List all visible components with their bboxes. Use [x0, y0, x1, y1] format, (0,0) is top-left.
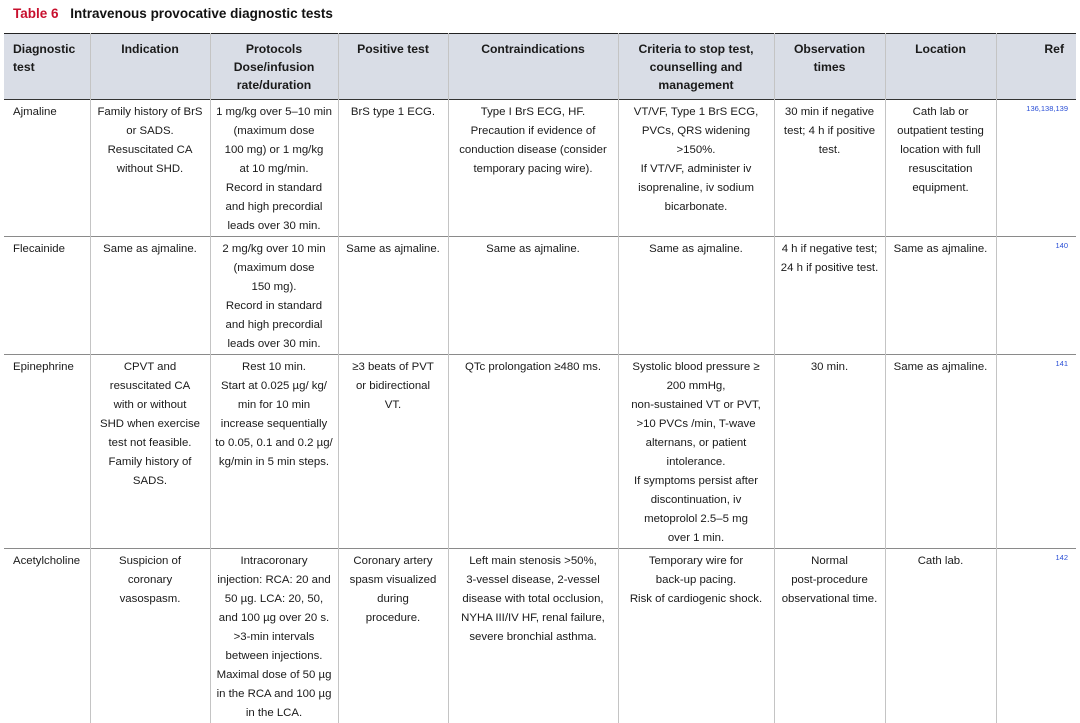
cell-indication: [90, 549, 210, 723]
cell-observation-times: [774, 355, 885, 549]
cell-line: rate/duration: [237, 78, 312, 92]
cell-diagnostic-test: [4, 549, 90, 723]
cell-protocols: [210, 355, 338, 549]
cell-line: Dose/infusion: [234, 60, 315, 74]
cell-line: If VT/VF, administer iv: [641, 163, 752, 175]
cell-ref-link[interactable]: [996, 237, 1076, 355]
cell-line: 2 mg/kg over 10 min: [222, 243, 325, 255]
cell-line: intolerance.: [667, 456, 726, 468]
table-row: [4, 549, 1076, 723]
cell-line: Suspicion of: [119, 555, 181, 567]
cell-line: increase sequentially: [221, 418, 327, 430]
cell-line: Family history of BrS: [97, 106, 202, 118]
cell-line: spasm visualized: [350, 574, 437, 586]
cell-line: QTc prolongation ≥480 ms.: [465, 361, 601, 373]
cell-criteria: [618, 100, 774, 237]
table-number: Table 6: [13, 6, 59, 21]
cell-line: 136,138,139: [1026, 104, 1068, 113]
cell-line: or SADS.: [126, 125, 173, 137]
cell-ref-link[interactable]: [996, 100, 1076, 237]
cell-line: injection: RCA: 20 and: [217, 574, 330, 586]
header-ref: [996, 34, 1076, 100]
cell-line: without SHD.: [117, 163, 183, 175]
cell-line: Precaution if evidence of: [471, 125, 596, 137]
cell-line: 141: [1055, 359, 1068, 368]
cell-line: 200 mmHg,: [667, 380, 726, 392]
cell-line: observational time.: [782, 593, 878, 605]
cell-line: 24 h if positive test.: [781, 262, 879, 274]
provocative-tests-table: [4, 33, 1076, 723]
cell-ref-link[interactable]: [996, 549, 1076, 723]
cell-line: metoprolol 2.5–5 mg: [644, 513, 748, 525]
header-diagnostic-test: [4, 34, 90, 100]
table-caption: [13, 6, 333, 21]
cell-line: disease with total occlusion,: [462, 593, 603, 605]
cell-line: Protocols: [246, 42, 302, 56]
cell-ref-link[interactable]: [996, 355, 1076, 549]
cell-line: Systolic blood pressure ≥: [632, 361, 759, 373]
cell-line: and high precordial: [226, 201, 323, 213]
cell-line: test not feasible.: [109, 437, 192, 449]
table-row: [4, 355, 1076, 549]
cell-line: kg/min in 5 min steps.: [219, 456, 329, 468]
cell-line: test; 4 h if positive: [784, 125, 875, 137]
cell-contraindications: [448, 549, 618, 723]
cell-line: 1 mg/kg over 5–10 min: [216, 106, 332, 118]
cell-line: Acetylcholine: [13, 555, 80, 567]
cell-line: Intracoronary: [240, 555, 307, 567]
cell-line: location with full: [900, 144, 980, 156]
cell-line: back-up pacing.: [656, 574, 736, 586]
cell-location: [885, 355, 996, 549]
cell-line: 3-vessel disease, 2-vessel: [466, 574, 600, 586]
cell-protocols: [210, 100, 338, 237]
cell-line: resuscitated CA: [110, 380, 190, 392]
cell-line: >10 PVCs /min, T-wave: [636, 418, 755, 430]
cell-line: Location: [915, 42, 966, 56]
cell-line: Observation: [794, 42, 865, 56]
cell-line: counselling and: [650, 60, 743, 74]
cell-line: conduction disease (consider: [459, 144, 607, 156]
cell-line: Rest 10 min.: [242, 361, 306, 373]
cell-line: Same as ajmaline.: [346, 243, 440, 255]
cell-line: severe bronchial asthma.: [469, 631, 596, 643]
cell-line: Family history of: [109, 456, 192, 468]
cell-contraindications: [448, 237, 618, 355]
cell-line: Coronary artery: [353, 555, 432, 567]
table-row: [4, 237, 1076, 355]
cell-line: VT/VF, Type 1 BrS ECG,: [634, 106, 759, 118]
cell-line: (maximum dose: [233, 125, 314, 137]
cell-line: Epinephrine: [13, 361, 74, 373]
header-criteria: [618, 34, 774, 100]
header-contraindications: [448, 34, 618, 100]
cell-positive-test: [338, 549, 448, 723]
cell-line: 4 h if negative test;: [782, 243, 878, 255]
cell-indication: [90, 355, 210, 549]
cell-line: Contraindications: [481, 42, 585, 56]
header-indication: [90, 34, 210, 100]
cell-line: ≥3 beats of PVT: [352, 361, 434, 373]
cell-line: 140: [1055, 241, 1068, 250]
cell-line: or bidirectional: [356, 380, 430, 392]
cell-line: >3-min intervals: [234, 631, 315, 643]
cell-line: NYHA III/IV HF, renal failure,: [461, 612, 605, 624]
cell-line: management: [658, 78, 733, 92]
cell-diagnostic-test: [4, 100, 90, 237]
cell-line: Normal: [811, 555, 848, 567]
cell-line: during: [377, 593, 409, 605]
cell-protocols: [210, 237, 338, 355]
cell-protocols: [210, 549, 338, 723]
cell-line: post-procedure: [791, 574, 868, 586]
cell-positive-test: [338, 355, 448, 549]
cell-line: Same as ajmaline.: [894, 361, 988, 373]
table-row: [4, 100, 1076, 237]
cell-line: Record in standard: [226, 300, 322, 312]
cell-line: Resuscitated CA: [108, 144, 193, 156]
cell-observation-times: [774, 237, 885, 355]
cell-line: to 0.05, 0.1 and 0.2 µg/: [215, 437, 332, 449]
cell-line: Same as ajmaline.: [649, 243, 743, 255]
cell-line: temporary pacing wire).: [473, 163, 592, 175]
cell-line: Indication: [121, 42, 179, 56]
cell-positive-test: [338, 100, 448, 237]
header-observation-times: [774, 34, 885, 100]
cell-line: 100 mg) or 1 mg/kg: [225, 144, 324, 156]
cell-line: 30 min if negative: [785, 106, 874, 118]
cell-line: SADS.: [133, 475, 167, 487]
cell-line: >150%.: [677, 144, 716, 156]
cell-line: bicarbonate.: [665, 201, 728, 213]
cell-line: PVCs, QRS widening: [642, 125, 750, 137]
cell-line: Same as ajmaline.: [894, 243, 988, 255]
cell-line: (maximum dose: [233, 262, 314, 274]
header-location: [885, 34, 996, 100]
cell-location: [885, 549, 996, 723]
cell-line: at 10 mg/min.: [239, 163, 308, 175]
cell-criteria: [618, 549, 774, 723]
cell-line: Risk of cardiogenic shock.: [630, 593, 762, 605]
cell-diagnostic-test: [4, 355, 90, 549]
cell-line: isoprenaline, iv sodium: [638, 182, 754, 194]
cell-location: [885, 100, 996, 237]
cell-line: vasospasm.: [120, 593, 181, 605]
cell-line: Criteria to stop test,: [638, 42, 753, 56]
cell-line: alternans, or patient: [646, 437, 747, 449]
cell-line: coronary: [128, 574, 172, 586]
cell-indication: [90, 100, 210, 237]
cell-line: Same as ajmaline.: [103, 243, 197, 255]
cell-line: with or without: [114, 399, 187, 411]
cell-line: outpatient testing: [897, 125, 984, 137]
cell-observation-times: [774, 549, 885, 723]
cell-line: in the LCA.: [246, 707, 302, 719]
cell-line: Positive test: [357, 42, 429, 56]
cell-line: Same as ajmaline.: [486, 243, 580, 255]
cell-line: BrS type 1 ECG.: [351, 106, 435, 118]
cell-line: 50 µg. LCA: 20, 50,: [225, 593, 323, 605]
cell-line: Temporary wire for: [649, 555, 743, 567]
cell-line: If symptoms persist after: [634, 475, 758, 487]
cell-diagnostic-test: [4, 237, 90, 355]
cell-line: between injections.: [226, 650, 323, 662]
cell-line: leads over 30 min.: [227, 338, 320, 350]
cell-line: 150 mg).: [252, 281, 297, 293]
cell-line: Flecainide: [13, 243, 65, 255]
cell-indication: [90, 237, 210, 355]
header-row: [4, 34, 1076, 100]
cell-line: non-sustained VT or PVT,: [631, 399, 761, 411]
cell-line: and high precordial: [226, 319, 323, 331]
cell-line: equipment.: [912, 182, 968, 194]
cell-line: Ref: [1044, 42, 1064, 56]
cell-positive-test: [338, 237, 448, 355]
cell-observation-times: [774, 100, 885, 237]
header-protocols: [210, 34, 338, 100]
cell-line: resuscitation: [909, 163, 973, 175]
cell-line: leads over 30 min.: [227, 220, 320, 232]
cell-line: VT.: [385, 399, 401, 411]
cell-line: 142: [1055, 553, 1068, 562]
cell-line: 30 min.: [811, 361, 848, 373]
cell-criteria: [618, 237, 774, 355]
cell-line: Cath lab or: [913, 106, 969, 118]
cell-line: Left main stenosis >50%,: [469, 555, 597, 567]
cell-line: Record in standard: [226, 182, 322, 194]
cell-line: Ajmaline: [13, 106, 57, 118]
cell-line: in the RCA and 100 µg: [217, 688, 332, 700]
cell-line: over 1 min.: [668, 532, 724, 544]
cell-line: test.: [819, 144, 841, 156]
cell-line: test: [13, 60, 35, 74]
cell-line: Maximal dose of 50 µg: [217, 669, 332, 681]
cell-contraindications: [448, 100, 618, 237]
cell-line: Type I BrS ECG, HF.: [481, 106, 585, 118]
cell-line: CPVT and: [124, 361, 176, 373]
header-positive-test: [338, 34, 448, 100]
cell-line: and 100 µg over 20 s.: [219, 612, 329, 624]
cell-criteria: [618, 355, 774, 549]
cell-line: procedure.: [366, 612, 420, 624]
cell-line: times: [814, 60, 846, 74]
cell-line: Cath lab.: [918, 555, 964, 567]
cell-location: [885, 237, 996, 355]
cell-line: Diagnostic: [13, 42, 75, 56]
cell-contraindications: [448, 355, 618, 549]
cell-line: discontinuation, iv: [651, 494, 742, 506]
cell-line: SHD when exercise: [100, 418, 200, 430]
cell-line: min for 10 min: [238, 399, 310, 411]
table-title: Intravenous provocative diagnostic tests: [70, 6, 333, 21]
cell-line: Start at 0.025 µg/ kg/: [221, 380, 327, 392]
